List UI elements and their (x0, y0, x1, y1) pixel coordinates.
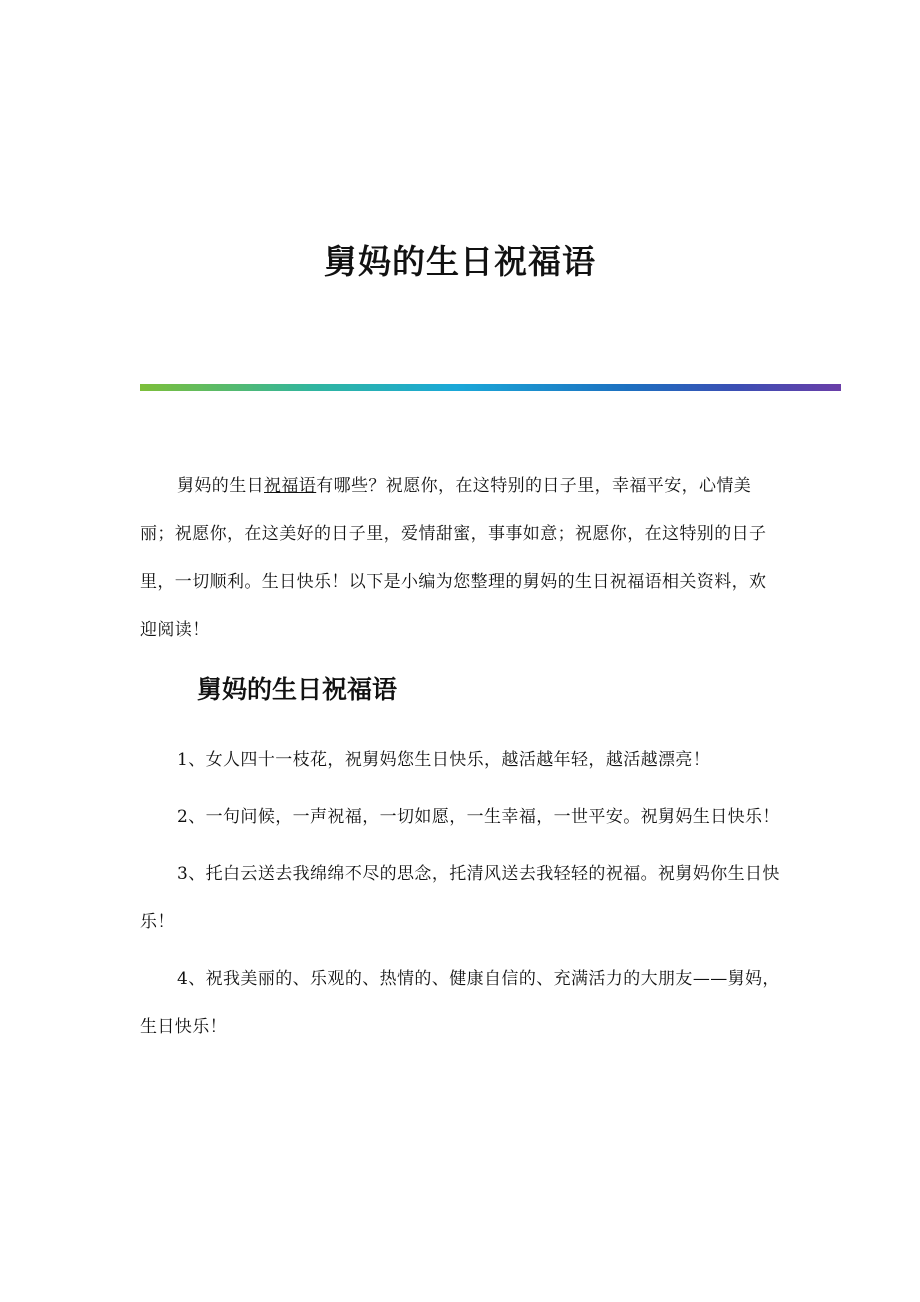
blessing-link[interactable]: 祝福语 (264, 476, 317, 496)
wish-list (140, 736, 780, 1060)
wish-item: 1、女人四十一枝花，祝舅妈您生日快乐，越活越年轻，越活越漂亮！ (177, 750, 711, 770)
wish-item: 3、托白云送去我绵绵不尽的思念，托清风送去我轻轻的祝福。祝舅妈你生日快乐！ (140, 864, 780, 932)
wish-item: 2、一句问候，一声祝福，一切如愿，一生幸福，一世平安。祝舅妈生日快乐！ (177, 807, 780, 827)
section-heading: 舅妈的生日祝福语 (197, 675, 398, 704)
intro-text-start: 舅妈的生日 (177, 476, 264, 496)
intro-paragraph (140, 462, 776, 654)
wish-item: 4、祝我美丽的、乐观的、热情的、健康自信的、充满活力的大朋友——舅妈，生日快乐！ (140, 969, 780, 1037)
intro-text-rest: 有哪些？祝愿你，在这特别的日子里，幸福平安，心情美丽；祝愿你，在这美好的日子里，爱情甜蜜，事事如意；祝愿你，在这特别的日子里，一切顺利。生日快乐！以下是小编为您整理的舅妈的生日祝福语相关资料，欢迎阅读！ (140, 476, 767, 640)
gradient-divider (140, 384, 841, 391)
page-title: 舅妈的生日祝福语 (324, 242, 596, 282)
